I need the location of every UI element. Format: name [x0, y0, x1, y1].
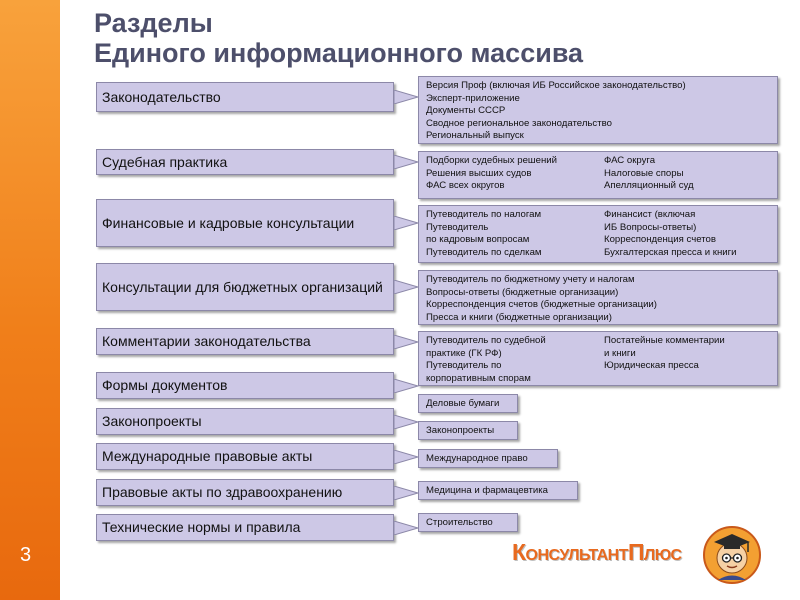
- details-box: [418, 205, 778, 263]
- details-box: [418, 394, 518, 413]
- details-item: Сводное региональное законодательство: [426, 117, 612, 129]
- logo-text: КонсультантПлюс: [512, 539, 682, 565]
- details-item: ФАС всех округов: [426, 180, 505, 192]
- details-box: [418, 421, 518, 440]
- details-item: Корреспонденция счетов: [604, 234, 716, 246]
- details-box: [418, 513, 518, 532]
- connector-arrow-icon: [394, 486, 420, 500]
- details-box: [418, 449, 558, 468]
- consultant-plus-logo: [512, 525, 782, 585]
- details-column-1: [426, 335, 546, 385]
- details-item: Путеводитель по бюджетному учету и налогам: [426, 274, 635, 285]
- details-column-1: [426, 155, 557, 193]
- details-item: Законопроекты: [426, 425, 495, 436]
- connector-arrow-icon: [394, 450, 420, 464]
- section-label: Консультации для бюджетных организаций: [102, 278, 383, 295]
- section-label: Законопроекты: [102, 413, 202, 429]
- section-box: [96, 408, 394, 435]
- section-box: [96, 149, 394, 175]
- title-line-2: Единого информационного массива: [94, 38, 584, 68]
- section-label: Международные правовые акты: [102, 448, 313, 464]
- section-label: Технические нормы и правила: [102, 519, 301, 535]
- section-box: [96, 443, 394, 470]
- section-box: [96, 514, 394, 541]
- details-item: корпоративным спорам: [426, 372, 531, 384]
- details-item: Бухгалтерская пресса и книги: [604, 246, 737, 258]
- details-column-1: [426, 209, 542, 259]
- section-label: Правовые акты по здравоохранению: [102, 484, 343, 500]
- details-column-1: [426, 425, 494, 438]
- section-label: Финансовые и кадровые консультации: [102, 214, 355, 231]
- details-item: Вопросы-ответы (бюджетные организации): [426, 286, 619, 298]
- details-item: ИБ Вопросы-ответы): [604, 221, 697, 233]
- connector-arrow-icon: [394, 216, 420, 230]
- details-box: [418, 151, 778, 199]
- details-column-1: [426, 453, 528, 466]
- details-column-2: [604, 335, 725, 373]
- details-item: Медицина и фармацевтика: [426, 485, 548, 496]
- connector-arrow-icon: [394, 415, 420, 429]
- details-item: ФАС округа: [604, 155, 656, 166]
- details-box: [418, 270, 778, 325]
- details-box: [418, 481, 578, 500]
- section-box: [96, 82, 394, 112]
- connector-arrow-icon: [394, 155, 420, 169]
- details-item: Путеводитель по налогам: [426, 209, 542, 220]
- connector-arrow-icon: [394, 335, 420, 349]
- connector-arrow-icon: [394, 379, 420, 393]
- details-item: Путеводитель по судебной: [426, 335, 546, 346]
- connector-arrow-icon: [394, 280, 420, 294]
- details-item: Апелляционный суд: [604, 180, 694, 192]
- title-line-1: Разделы: [94, 8, 213, 38]
- section-box: [96, 372, 394, 399]
- details-item: Финансист (включая: [604, 209, 696, 220]
- section-box: [96, 479, 394, 506]
- details-column-1: [426, 274, 657, 324]
- details-item: Версия Проф (включая ИБ Российское законодательство): [426, 80, 686, 91]
- details-item: Деловые бумаги: [426, 398, 500, 409]
- details-item: Путеводитель по сделкам: [426, 246, 542, 258]
- page-number: 3: [20, 544, 32, 566]
- details-item: Региональный выпуск: [426, 130, 524, 142]
- details-item: Решения высших судов: [426, 167, 532, 179]
- section-box: [96, 199, 394, 247]
- section-label: Судебная практика: [102, 153, 228, 170]
- section-label: Формы документов: [102, 377, 228, 393]
- details-box: [418, 76, 778, 144]
- details-item: по кадровым вопросам: [426, 234, 530, 246]
- details-item: Документы СССР: [426, 105, 506, 117]
- details-item: Налоговые споры: [604, 167, 684, 179]
- connector-arrow-icon: [394, 521, 420, 535]
- details-column-2: [604, 209, 736, 259]
- details-column-1: [426, 80, 686, 143]
- section-label: Комментарии законодательства: [102, 333, 311, 349]
- details-column-1: [426, 517, 493, 530]
- details-column-1: [426, 398, 499, 411]
- details-item: Юридическая пресса: [604, 360, 699, 372]
- connector-arrow-icon: [394, 90, 420, 104]
- graduate-figure-icon: [702, 525, 762, 585]
- details-item: практике (ГК РФ): [426, 347, 502, 359]
- details-item: Международное право: [426, 453, 528, 464]
- section-box: [96, 328, 394, 355]
- details-item: Путеводитель по: [426, 360, 502, 372]
- section-label: Законодательство: [102, 88, 221, 105]
- details-item: Пресса и книги (бюджетные организации): [426, 311, 612, 323]
- details-item: Строительство: [426, 517, 493, 528]
- section-box: [96, 263, 394, 311]
- details-column-2: [604, 155, 694, 193]
- details-box: [418, 331, 778, 386]
- details-item: Эксперт-приложение: [426, 92, 520, 104]
- details-item: и книги: [604, 347, 636, 359]
- details-column-1: [426, 485, 548, 498]
- details-item: Путеводитель: [426, 221, 489, 233]
- details-item: Постатейные комментарии: [604, 335, 725, 346]
- details-item: Подборки судебных решений: [426, 155, 557, 166]
- details-item: Корреспонденция счетов (бюджетные организации): [426, 299, 657, 311]
